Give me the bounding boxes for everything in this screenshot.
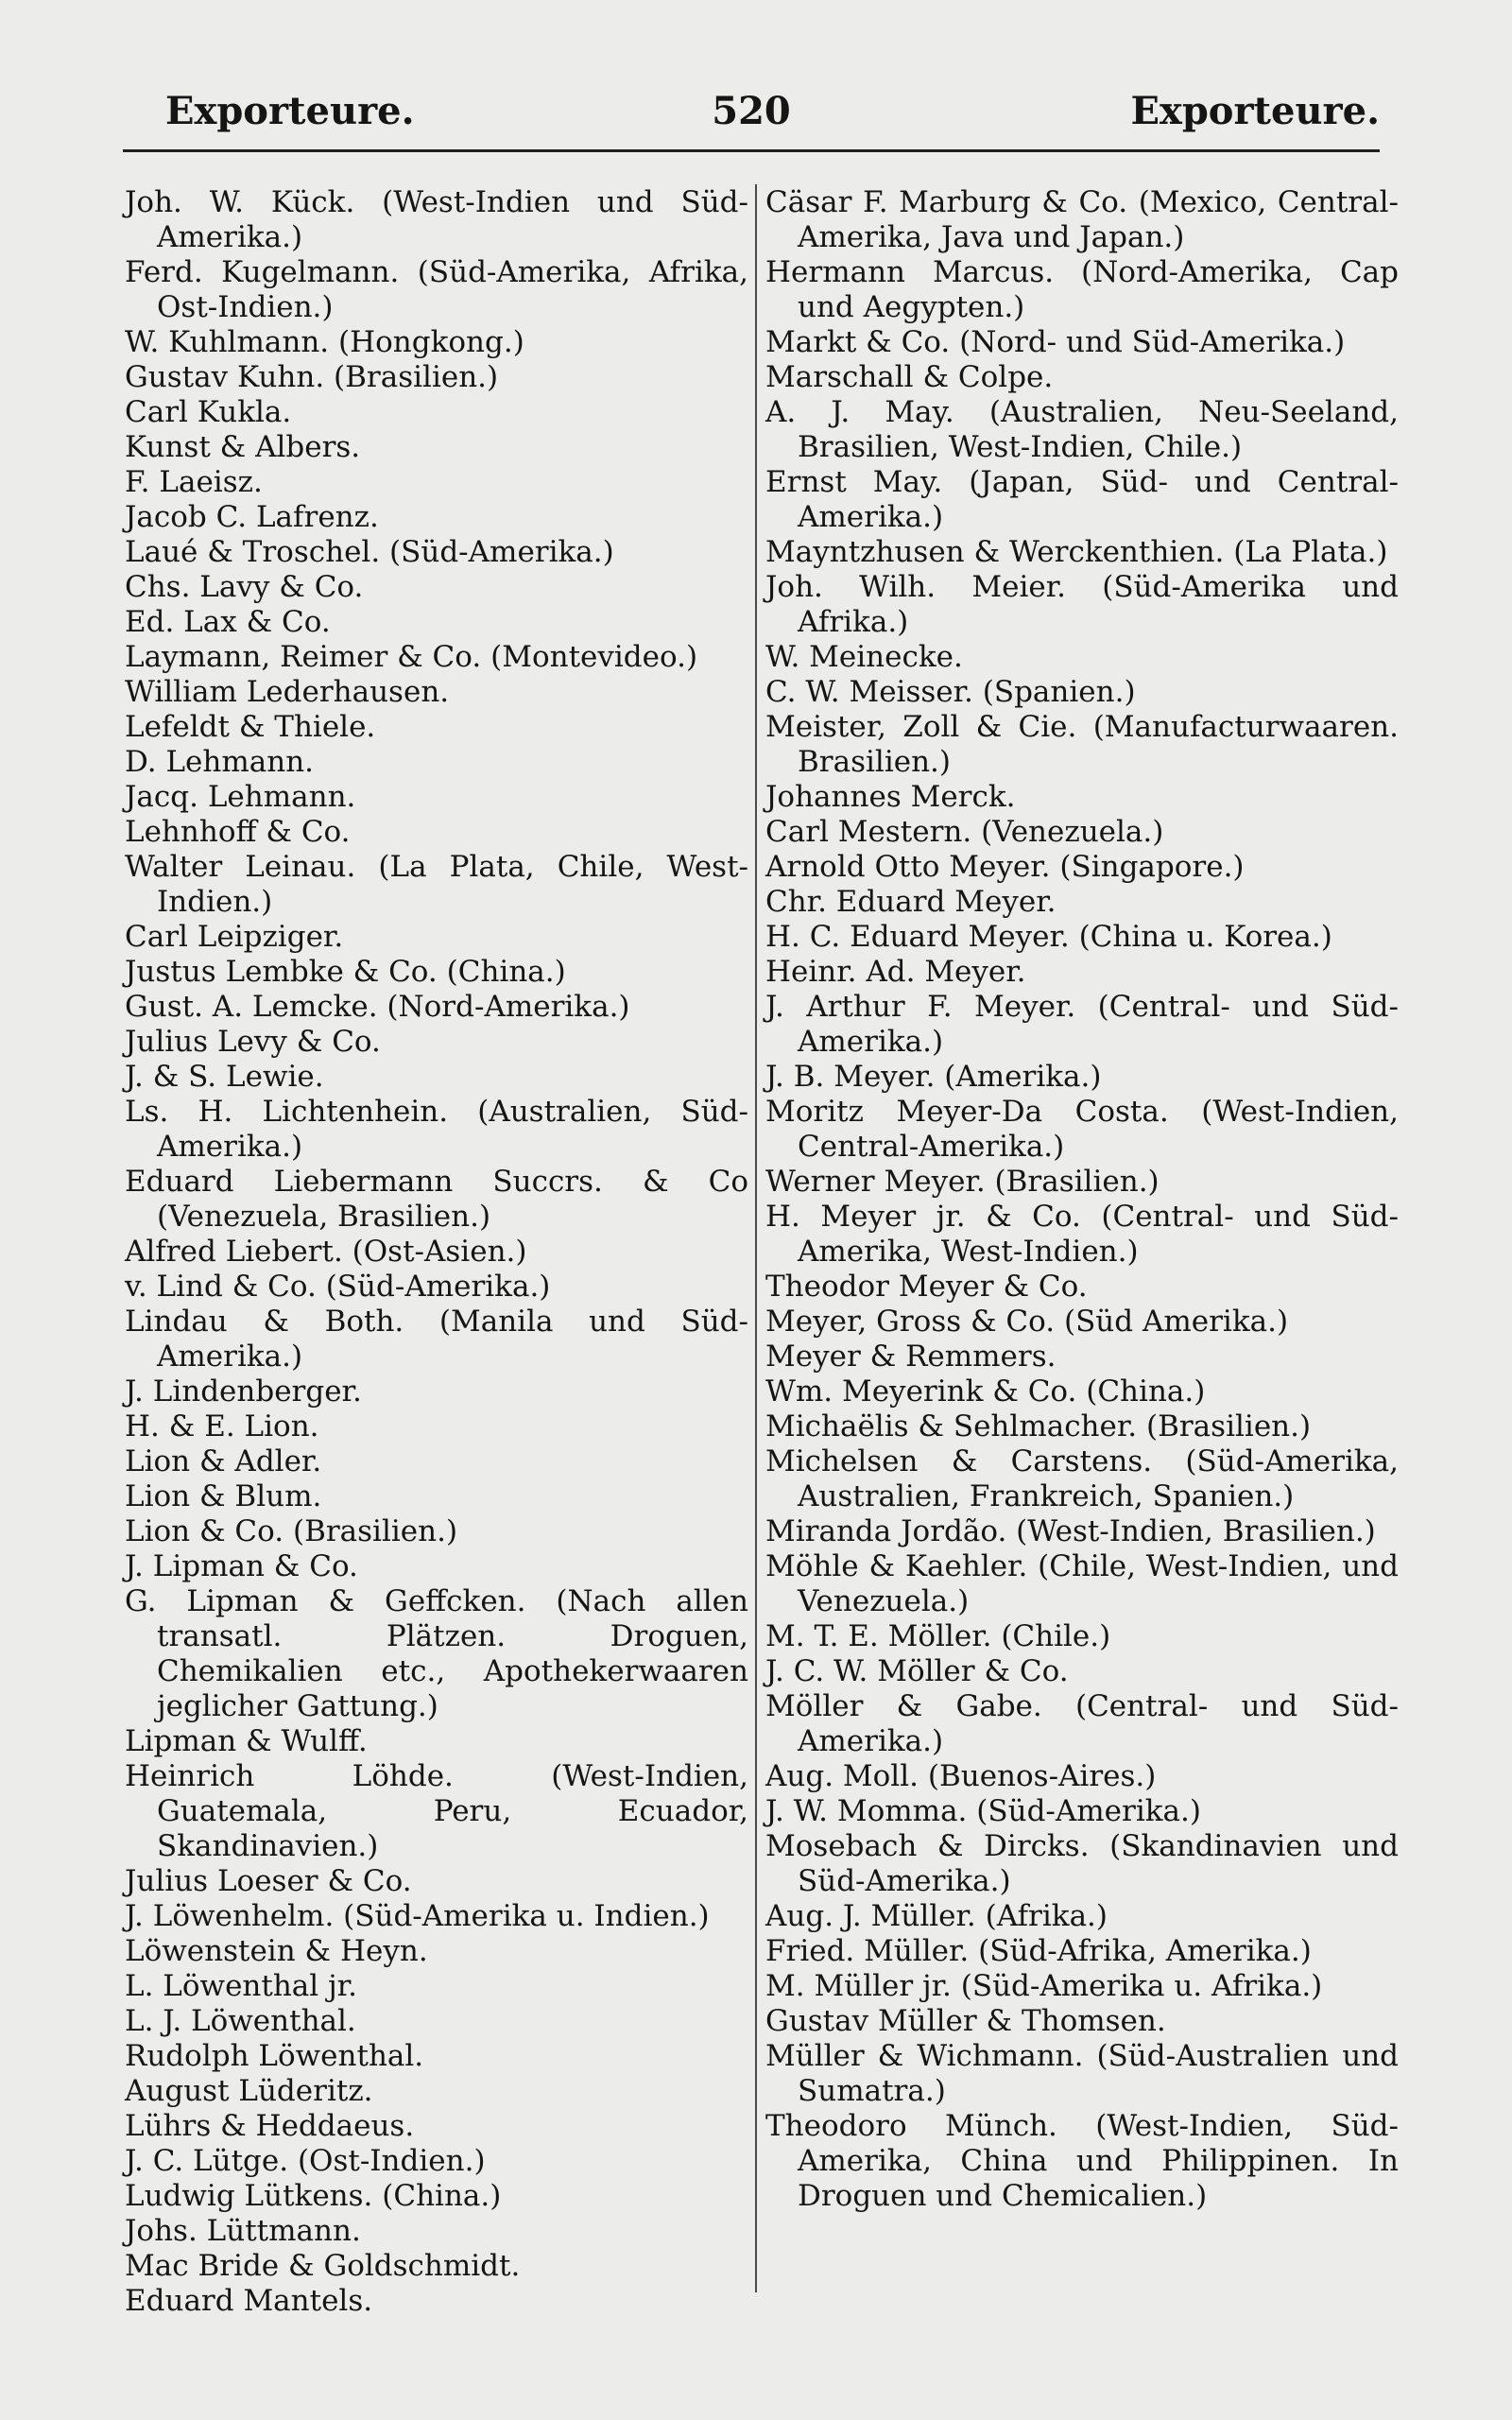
directory-entry: Werner Meyer. (Brasilien.) — [765, 1165, 1160, 1199]
directory-entry: Eduard Liebermann Succrs. & Co (Venezuela, Brasilien.) — [125, 1165, 748, 1234]
directory-entry: Gustav Kuhn. (Brasilien.) — [125, 360, 499, 394]
directory-entry: F. Laeisz. — [125, 465, 263, 499]
directory-entry: Mac Bride & Goldschmidt. — [125, 2249, 521, 2283]
directory-entry: Joh. W. Kück. (West-Indien und Süd-Amerika.) — [125, 185, 748, 254]
directory-entry: Laué & Troschel. (Süd-Amerika.) — [125, 535, 614, 569]
directory-entry: August Lüderitz. — [125, 2074, 373, 2108]
directory-entry: Julius Levy & Co. — [125, 1025, 381, 1059]
directory-entry: Heinr. Ad. Meyer. — [765, 955, 1026, 989]
directory-entry: Lion & Blum. — [125, 1479, 322, 1513]
directory-entry: M. T. E. Möller. (Chile.) — [765, 1619, 1111, 1653]
directory-entry: H. C. Eduard Meyer. (China u. Korea.) — [765, 920, 1332, 954]
directory-entry: Marschall & Colpe. — [765, 360, 1054, 394]
directory-entry: Lefeldt & Thiele. — [125, 710, 376, 744]
header-rule — [123, 149, 1380, 152]
directory-entry: C. W. Meisser. (Spanien.) — [765, 675, 1136, 709]
directory-entry: J. C. W. Möller & Co. — [765, 1654, 1069, 1688]
directory-entry: Heinrich Löhde. (West-Indien, Guatemala, Peru, Ecuador, Skandinavien.) — [125, 1759, 748, 1863]
directory-entry: H. & E. Lion. — [125, 1409, 319, 1443]
directory-entry: D. Lehmann. — [125, 745, 315, 779]
directory-entry: H. Meyer jr. & Co. (Central- und Süd-Amerika, West-Indien.) — [765, 1200, 1399, 1269]
directory-entry: Kunst & Albers. — [125, 430, 361, 464]
directory-entry: Joh. Wilh. Meier. (Süd-Amerika und Afrika.) — [765, 570, 1399, 639]
directory-entry: Johs. Lüttmann. — [125, 2214, 361, 2248]
directory-entry: Hermann Marcus. (Nord-Amerika, Cap und Aegypten.) — [765, 255, 1399, 324]
directory-entry: Möhle & Kaehler. (Chile, West-Indien, und Venezuela.) — [765, 1549, 1399, 1618]
directory-entry: Meyer & Remmers. — [765, 1340, 1057, 1374]
directory-entry: Jacq. Lehmann. — [125, 780, 356, 814]
directory-entry: Theodor Meyer & Co. — [765, 1270, 1088, 1304]
directory-entry: Michaëlis & Sehlmacher. (Brasilien.) — [765, 1409, 1312, 1443]
left-column — [125, 185, 748, 2319]
right-column — [765, 185, 1399, 2214]
directory-entry: A. J. May. (Australien, Neu-Seeland, Brasilien, West-Indien, Chile.) — [765, 395, 1399, 464]
directory-entry: Möller & Gabe. (Central- und Süd-Amerika.) — [765, 1689, 1399, 1758]
directory-entry: J. C. Lütge. (Ost-Indien.) — [125, 2144, 486, 2178]
directory-entry: v. Lind & Co. (Süd-Amerika.) — [125, 1270, 551, 1304]
directory-entry: Müller & Wichmann. (Süd-Australien und Sumatra.) — [765, 2039, 1399, 2108]
directory-entry: Cäsar F. Marburg & Co. (Mexico, Central-Amerika, Java und Japan.) — [765, 185, 1399, 254]
header-left-title: Exporteure. — [165, 89, 415, 133]
directory-entry: G. Lipman & Geffcken. (Nach allen transatl. Plätzen. Droguen, Chemikalien etc., Apothekerwaaren jeglicher Gattung.) — [125, 1584, 748, 1723]
directory-entry: Johannes Merck. — [765, 780, 1016, 814]
directory-entry: Moritz Meyer-Da Costa. (West-Indien, Central-Amerika.) — [765, 1095, 1399, 1164]
directory-entry: Markt & Co. (Nord- und Süd-Amerika.) — [765, 325, 1346, 359]
directory-entry: Walter Leinau. (La Plata, Chile, West-Indien.) — [125, 850, 748, 919]
directory-entry: Gustav Müller & Thomsen. — [765, 2004, 1166, 2038]
directory-entry: J. B. Meyer. (Amerika.) — [765, 1060, 1102, 1094]
directory-entry: Mosebach & Dircks. (Skandinavien und Süd-Amerika.) — [765, 1829, 1399, 1898]
directory-entry: Miranda Jordão. (West-Indien, Brasilien.) — [765, 1514, 1376, 1548]
directory-entry: Chr. Eduard Meyer. — [765, 885, 1057, 919]
directory-entry: Jacob C. Lafrenz. — [125, 500, 379, 534]
directory-entry: Justus Lembke & Co. (China.) — [125, 955, 566, 989]
directory-entry: Mayntzhusen & Werckenthien. (La Plata.) — [765, 535, 1388, 569]
directory-entry: Ludwig Lütkens. (China.) — [125, 2179, 502, 2213]
directory-entry: Lion & Co. (Brasilien.) — [125, 1514, 458, 1548]
directory-entry: J. Lindenberger. — [125, 1374, 362, 1409]
directory-entry: Laymann, Reimer & Co. (Montevideo.) — [125, 640, 698, 674]
directory-entry: Meister, Zoll & Cie. (Manufacturwaaren. Brasilien.) — [765, 710, 1399, 779]
directory-entry: Carl Mestern. (Venezuela.) — [765, 815, 1164, 849]
directory-entry: L. Löwenthal jr. — [125, 1969, 357, 2003]
directory-entry: Chs. Lavy & Co. — [125, 570, 364, 604]
directory-entry: Gust. A. Lemcke. (Nord-Amerika.) — [125, 990, 630, 1024]
directory-entry: W. Kuhlmann. (Hongkong.) — [125, 325, 524, 359]
directory-entry: Löwenstein & Heyn. — [125, 1934, 428, 1968]
directory-entry: J. & S. Lewie. — [125, 1060, 324, 1094]
directory-entry: Aug. Moll. (Buenos-Aires.) — [765, 1759, 1157, 1793]
page-header — [123, 83, 1380, 149]
page-number: 520 — [712, 89, 791, 133]
directory-entry: J. Lipman & Co. — [125, 1549, 358, 1583]
directory-entry: Lührs & Heddaeus. — [125, 2109, 415, 2143]
directory-entry: Michelsen & Carstens. (Süd-Amerika, Australien, Frankreich, Spanien.) — [765, 1444, 1399, 1513]
directory-entry: W. Meinecke. — [765, 640, 963, 674]
column-divider — [755, 184, 757, 2292]
directory-entry: L. J. Löwenthal. — [125, 2004, 356, 2038]
directory-entry: Meyer, Gross & Co. (Süd Amerika.) — [765, 1305, 1289, 1339]
directory-entry: Alfred Liebert. (Ost-Asien.) — [125, 1235, 527, 1269]
directory-entry: Lipman & Wulff. — [125, 1724, 368, 1758]
header-right-title: Exporteure. — [1130, 89, 1380, 133]
directory-entry: Fried. Müller. (Süd-Afrika, Amerika.) — [765, 1934, 1312, 1968]
directory-entry: Ls. H. Lichtenhein. (Australien, Süd-Amerika.) — [125, 1095, 748, 1164]
directory-entry: Ferd. Kugelmann. (Süd-Amerika, Afrika, Ost-Indien.) — [125, 255, 748, 324]
directory-entry: Lindau & Both. (Manila und Süd-Amerika.) — [125, 1305, 748, 1374]
directory-entry: Carl Kukla. — [125, 395, 292, 429]
directory-entry: J. Löwenhelm. (Süd-Amerika u. Indien.) — [125, 1899, 710, 1933]
directory-entry: Carl Leipziger. — [125, 920, 344, 954]
directory-entry: Rudolph Löwenthal. — [125, 2039, 424, 2073]
directory-entry: Eduard Mantels. — [125, 2284, 373, 2318]
directory-entry: Julius Loeser & Co. — [125, 1864, 412, 1898]
directory-entry: Arnold Otto Meyer. (Singapore.) — [765, 850, 1245, 884]
directory-entry: J. Arthur F. Meyer. (Central- und Süd-Amerika.) — [765, 990, 1399, 1059]
directory-entry: Ed. Lax & Co. — [125, 605, 331, 639]
directory-entry: Aug. J. Müller. (Afrika.) — [765, 1899, 1108, 1933]
directory-entry: William Lederhausen. — [125, 675, 450, 709]
directory-entry: M. Müller jr. (Süd-Amerika u. Afrika.) — [765, 1969, 1323, 2003]
directory-entry: Lehnhoff & Co. — [125, 815, 351, 849]
directory-entry: Lion & Adler. — [125, 1444, 322, 1478]
directory-entry: Theodoro Münch. (West-Indien, Süd-Amerika, China und Philippinen. In Droguen und Chemicalien.) — [765, 2109, 1399, 2213]
directory-entry: J. W. Momma. (Süd-Amerika.) — [765, 1794, 1201, 1828]
directory-entry: Ernst May. (Japan, Süd- und Central-Amerika.) — [765, 465, 1399, 534]
directory-entry: Wm. Meyerink & Co. (China.) — [765, 1374, 1206, 1409]
